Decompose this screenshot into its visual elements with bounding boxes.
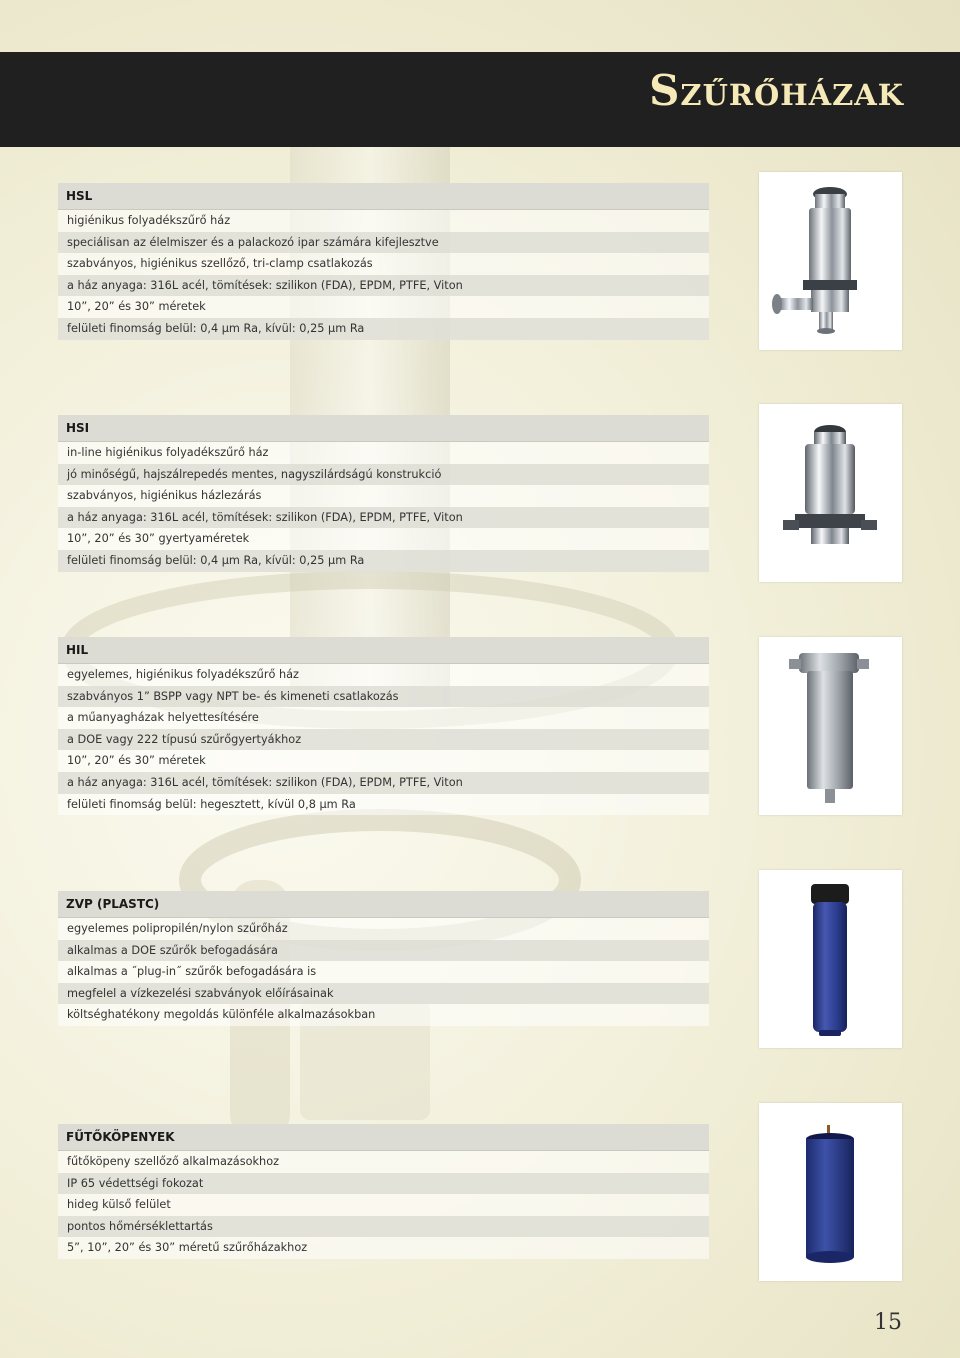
page-number: 15 [874,1310,902,1335]
spec-line: speciálisan az élelmiszer és a palackozó ipar számára kifejlesztve [58,232,709,254]
jacket-product-photo [759,1103,902,1281]
section-hsi [58,415,709,572]
spec-line: egyelemes, higiénikus folyadékszűrő ház [58,664,709,686]
section-zvp [58,891,709,1026]
section-title: HIL [58,637,709,664]
spec-line: higiénikus folyadékszűrő ház [58,210,709,232]
spec-line: a ház anyaga: 316L acél, tömítések: szilikon (FDA), EPDM, PTFE, Viton [58,507,709,529]
section-hsl [58,183,709,340]
hsi-product-photo [759,404,902,582]
spec-line: 10”, 20” és 30” méretek [58,296,709,318]
spec-line: pontos hőmérséklettartás [58,1216,709,1238]
heating-jacket-icon [759,1103,902,1281]
section-heating-jackets [58,1124,709,1259]
header-bar [0,52,960,147]
spec-line: a ház anyaga: 316L acél, tömítések: szilikon (FDA), EPDM, PTFE, Viton [58,772,709,794]
spec-line: hideg külső felület [58,1194,709,1216]
section-title: HSL [58,183,709,210]
spec-line: jó minőségű, hajszálrepedés mentes, nagyszilárdságú konstrukció [58,464,709,486]
spec-line: a DOE vagy 222 típusú szűrőgyertyákhoz [58,729,709,751]
page-title: Szűrőházak [649,66,904,115]
spec-line: felületi finomság belül: 0,4 µm Ra, kívül: 0,25 µm Ra [58,550,709,572]
spec-line: 5”, 10”, 20” és 30” méretű szűrőházakhoz [58,1237,709,1259]
single-element-housing-icon [759,637,902,815]
spec-line: szabványos, higiénikus házlezárás [58,485,709,507]
spec-line: felületi finomság belül: 0,4 µm Ra, kívül: 0,25 µm Ra [58,318,709,340]
spec-line: egyelemes polipropilén/nylon szűrőház [58,918,709,940]
section-title: ZVP (PLASTC) [58,891,709,918]
spec-line: költséghatékony megoldás különféle alkalmazásokban [58,1004,709,1026]
spec-line: alkalmas a DOE szűrők befogadására [58,940,709,962]
spec-line: a műanyagházak helyettesítésére [58,707,709,729]
stainless-inline-housing-icon [759,404,902,582]
spec-line: szabványos, higiénikus szellőző, tri-clamp csatlakozás [58,253,709,275]
section-title: HSI [58,415,709,442]
spec-line: a ház anyaga: 316L acél, tömítések: szilikon (FDA), EPDM, PTFE, Viton [58,275,709,297]
plastic-filter-housing-icon [759,870,902,1048]
spec-line: megfelel a vízkezelési szabványok előírásainak [58,983,709,1005]
spec-line: felületi finomság belül: hegesztett, kívül 0,8 µm Ra [58,794,709,816]
spec-line: szabványos 1” BSPP vagy NPT be- és kimeneti csatlakozás [58,686,709,708]
hil-product-photo [759,637,902,815]
section-hil [58,637,709,815]
stainless-filter-housing-icon [759,172,902,350]
hsl-product-photo [759,172,902,350]
spec-line: fűtőköpeny szellőző alkalmazásokhoz [58,1151,709,1173]
section-title: FŰTŐKÖPENYEK [58,1124,709,1151]
spec-line: 10”, 20” és 30” gyertyaméretek [58,528,709,550]
spec-line: IP 65 védettségi fokozat [58,1173,709,1195]
spec-line: in-line higiénikus folyadékszűrő ház [58,442,709,464]
zvp-product-photo [759,870,902,1048]
spec-line: alkalmas a ˝plug-in˝ szűrők befogadására is [58,961,709,983]
spec-line: 10”, 20” és 30” méretek [58,750,709,772]
